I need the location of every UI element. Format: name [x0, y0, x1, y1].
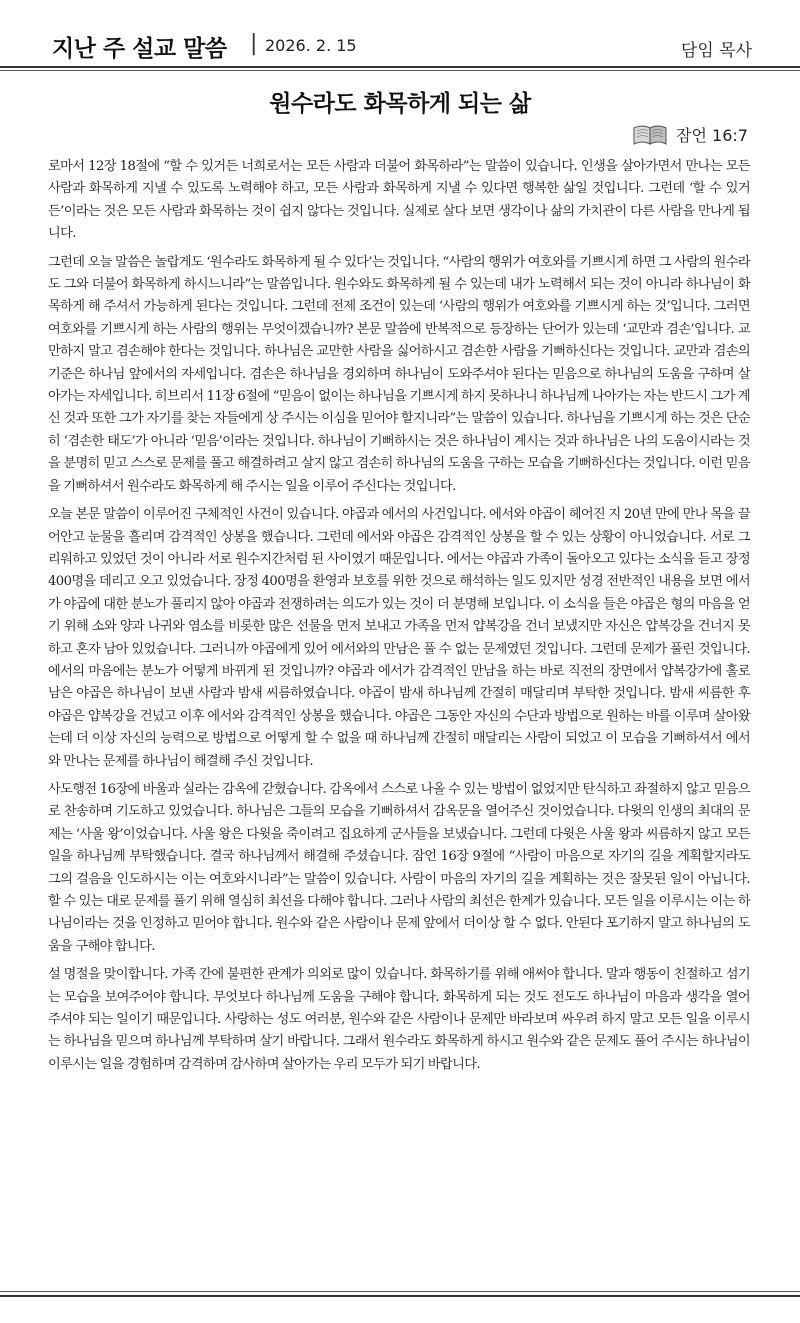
- footer-rule-thin: [0, 1291, 800, 1292]
- paragraph: 로마서 12장 18절에 “할 수 있거든 너희로서는 모든 사람과 더불어 화목하라”는 말씀이 있습니다. 인생을 살아가면서 만나는 모든 사람과 화목하게 지낼 수 있도록 노력해야 하고, 모든 사람과 화목하게 지낼 수 있다면 행복한 삶일 것입니다. 그런데 ‘할 수 있거든’이라는 것은 모든 사람과 화목하는 것이 쉽지 않다는 것입니다. 실제로 살다 보면 생각이나 삶의 가치관이 다른 사람을 만나게 됩니다.: [48, 159, 750, 242]
- paragraph: 사도행전 16장에 바울과 실라는 감옥에 갇혔습니다. 감옥에서 스스로 나올 수 있는 방법이 없었지만 탄식하고 좌절하지 않고 믿음으로 찬송하며 기도하고 있었습니다. 하나님은 그들의 모습을 기뻐하셔서 감옥문을 열어주신 것이었습니다. 다윗의 인생의 최대의 문제는 ‘사울 왕’이었습니다. 사울 왕은 다윗을 죽이려고 집요하게 군사들을 보냈습니다. 그런데 다윗은 사울 왕과 씨름하지 않고 모든 일을 하나님께 부탁했습니다. 결국 하나님께서 해결해 주셨습니다. 잠언 16장 9절에 “사람이 마음으로 자기의 길을 계획할지라도 그의 걸음을 인도하시는 이는 여호와시니라”는 말씀이 있습니다. 사람이 마음의 자기의 길을 계획하는 것은 잘못된 일이 아닙니다. 할 수 있는 대로 문제를 풀기 위해 열심히 최선을 다해야 합니다. 그러나 사람의 최선은 한계가 있습니다. 모든 일을 이루시는 이는 하나님이라는 것을 인정하고 믿어야 합니다. 원수와 같은 사람이나 문제 앞에서 더이상 할 수 없다. 안된다 포기하지 말고 하나님의 도움을 구해야 합니다.: [48, 781, 750, 954]
- pastor-label: 담임 목사: [680, 41, 752, 61]
- page-header: [52, 30, 760, 62]
- header-separator: |: [250, 31, 258, 56]
- paragraph: 오늘 본문 말씀이 이루어진 구체적인 사건이 있습니다. 야곱과 에서의 사건입니다. 에서와 야곱이 헤어진 지 20년 만에 만나 목을 끌어안고 눈물을 흘리며 감격적인 상봉을 했습니다. 그런데 에서와 야곱은 감격적인 상봉을 할 수 있는 상황이 아니었습니다. 서로 그리워하고 있었던 것이 아니라 서로 원수지간처럼 된 사이였기 때문입니다. 에서는 야곱과 가족이 돌아오고 있다는 소식을 듣고 장정 400명을 데리고 오고 있었습니다. 장정 400명을 환영과 보호를 위한 것으로 해석하는 일도 있지만 성경 전반적인 내용을 보면 에서가 야곱에 대한 분노가 풀리지 않아 야곱과 전쟁하려는 의도가 있는 것이 더 분명해 보입니다. 이 소식을 들은 야곱은 형의 마음을 얻기 위해 소와 양과 나귀와 염소를 비롯한 많은 선물을 먼저 보내고 가족을 먼저 얍복강을 건너 보냈지만 자신은 얍복강을 건너지 못하고 혼자 남아 있었습니다. 그러니까 야곱에게 있어 에서와의 만남은 풀 수 없는 문제였던 것입니다. 그런데 문제가 풀린 것입니다. 에서의 마음에는 분노가 어떻게 바뀌게 된 것입니까? 야곱과 에서가 감격적인 만남을 하는 바로 직전의 장면에서 얍복강가에 홀로 남은 야곱은 하나님이 보낸 사람과 밤새 씨름하였습니다. 야곱이 밤새 하나님께 간절히 매달리며 부탁한 것입니다. 밤새 씨름한 후 야곱은 얍복강을 건넜고 이후 에서와 감격적인 상봉을 했습니다. 야곱은 그동안 자신의 수단과 방법으로 원하는 바를 이루며 살아왔는데 더 이상 자신의 능력으로 방법으로 어떻게 할 수 없을 때 하나님께 간절히 매달리는 사람이 되었고 이 모습을 기뻐하셔서 에서와 만나는 문제를 하나님이 해결해 주신 것입니다.: [48, 507, 750, 769]
- sermon-date: 2026. 2. 15: [265, 36, 357, 55]
- sermon-body: [48, 156, 750, 1082]
- paragraph: 설 명절을 맞이합니다. 가족 간에 불편한 관계가 의외로 많이 있습니다. 화목하기를 위해 애써야 합니다. 말과 행동이 친절하고 섬기는 모습을 보여주어야 합니다. 무엇보다 하나님께 도움을 구해야 합니다. 화목하게 되는 것도 전도도 하나님이 마음과 생각을 열어 주셔야 되는 일이기 때문입니다. 사랑하는 성도 여러분, 원수와 같은 사람이나 문제만 바라보며 싸우려 하지 말고 모든 일을 이루시는 하나님을 믿으며 하나님께 부탁하며 살기 바랍니다. 그래서 원수라도 화목하게 하시고 원수와 같은 문제도 풀어 주시는 하나님이 이루시는 일을 경험하며 감격하며 감사하며 살아가는 우리 모두가 되기 바랍니다.: [48, 967, 750, 1072]
- paragraph: 그런데 오늘 말씀은 놀랍게도 ‘원수라도 화목하게 될 수 있다’는 것입니다. “사람의 행위가 여호와를 기쁘시게 하면 그 사람의 원수라도 그와 더불어 화목하게 하시느니라”는 말씀입니다. 원수와도 화목하게 될 수 있는데 내가 노력해서 되는 것이 아니라 하나님이 화목하게 해 주셔서 가능하게 된다는 것입니다. 그런데 전제 조건이 있는데 ‘사람의 행위가 여호와를 기쁘시게 하는 것’입니다. 그러면 여호와를 기쁘시게 하는 사람의 행위는 무엇이겠습니까? 본문 말씀에 반복적으로 등장하는 단어가 있는데 ‘교만과 겸손’입니다. 교만하지 말고 겸손해야 한다는 것입니다. 하나님은 교만한 사람을 싫어하시고 겸손한 사람을 기뻐하신다는 것입니다. 교만과 겸손의 기준은 하나님 앞에서의 자세입니다. 겸손은 하나님을 경외하며 하나님이 도와주셔야 된다는 믿음으로 하나님의 도움을 구하며 살아가는 자세입니다. 히브리서 11장 6절에 “믿음이 없이는 하나님을 기쁘시게 하지 못하나니 하나님께 나아가는 자는 반드시 그가 계신 것과 또한 그가 자기를 찾는 자들에게 상 주시는 이심을 믿어야 할지니라”는 말씀이 있습니다. 하나님을 기쁘시게 하는 것은 단순히 ‘겸손한 태도’가 아니라 ‘믿음’이라는 것입니다. 하나님이 기뻐하시는 것은 하나님이 계시는 것과 하나님은 나의 도움이시라는 것을 분명히 믿고 스스로 문제를 풀고 해결하려고 살지 않고 겸손히 하나님의 도움을 구하는 모습을 기뻐하신다는 것입니다. 이런 믿음을 기뻐하셔서 원수라도 화목하게 해 주시는 일을 이루어 주신다는 것입니다.: [48, 254, 750, 494]
- open-bible-icon: [632, 122, 668, 146]
- section-title: 지난 주 설교 말씀: [52, 36, 227, 62]
- header-rule-thin: [0, 70, 800, 71]
- sermon-title: 원수라도 화목하게 되는 삶: [269, 91, 531, 117]
- scripture-reference: [632, 121, 748, 147]
- header-rule: [0, 66, 800, 68]
- reference-text: 잠언 16:7: [676, 125, 748, 145]
- footer-rule: [0, 1295, 800, 1297]
